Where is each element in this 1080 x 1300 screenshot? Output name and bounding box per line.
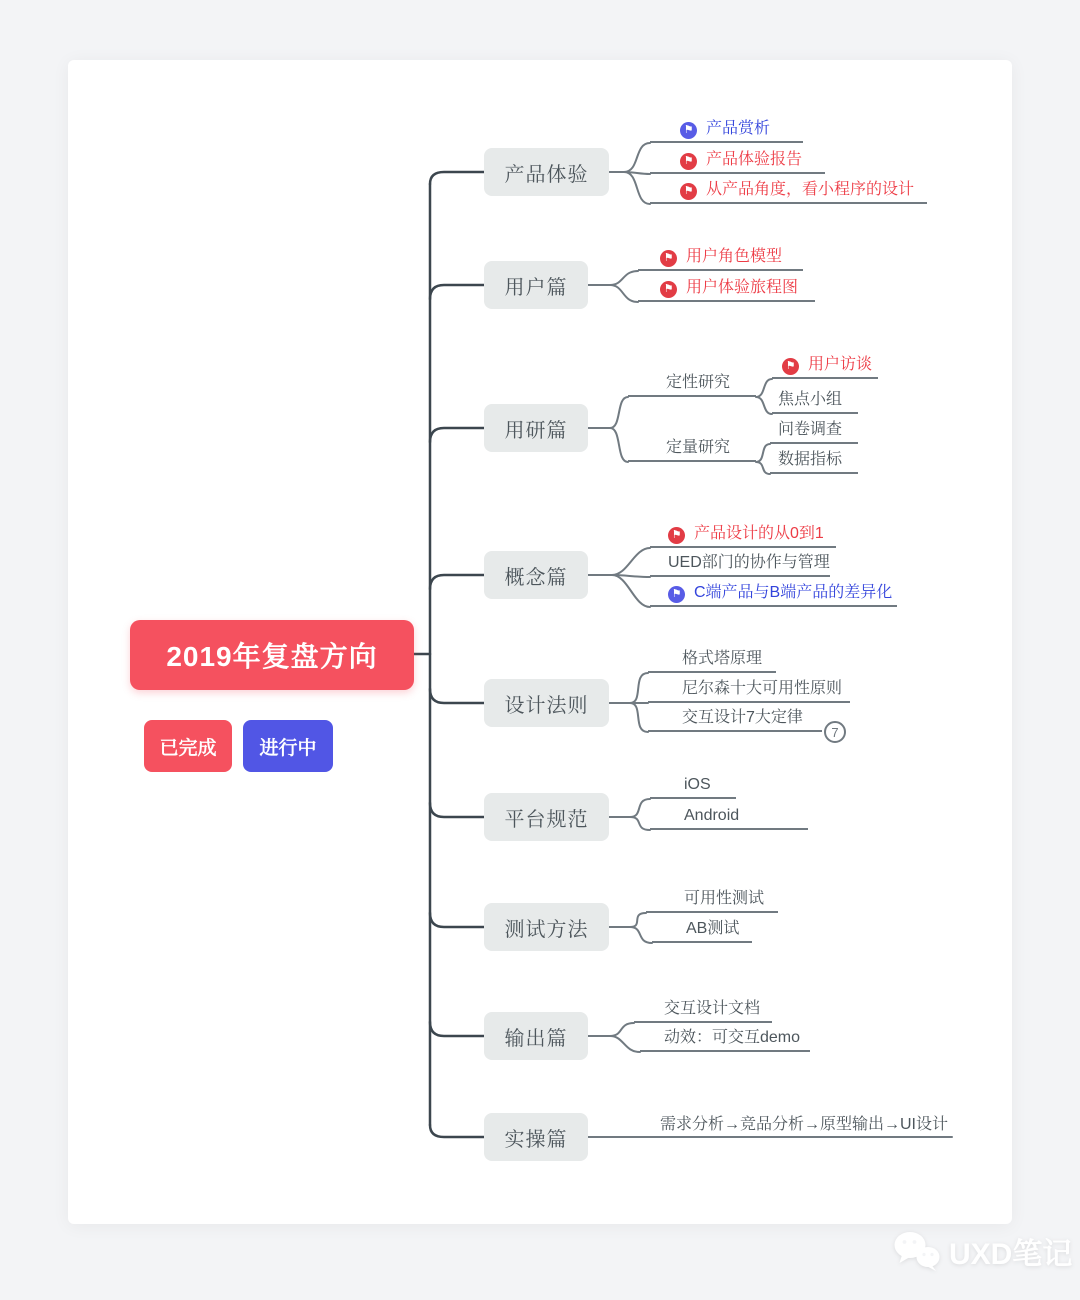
leaf-label: 用户体验旅程图 <box>686 279 799 297</box>
topic-label: 概念篇 <box>504 566 568 589</box>
leaf-label: AB测试 <box>686 920 740 938</box>
leaf-label: 需求分析→竞品分析→原型输出→UI设计 <box>660 1116 949 1134</box>
flag-icon: ⚑ <box>782 358 799 375</box>
leaf-item[interactable] <box>640 1026 810 1052</box>
branch-user-research[interactable] <box>484 404 588 452</box>
topic-label: 用研篇 <box>504 419 568 442</box>
leaf-item[interactable] <box>772 353 878 379</box>
flag-icon: ⚑ <box>660 250 677 267</box>
branch-design-laws[interactable] <box>484 679 609 727</box>
collapsed-count-badge[interactable] <box>824 721 846 743</box>
leaf-item[interactable] <box>648 647 776 673</box>
leaf-item[interactable] <box>660 1111 952 1137</box>
leaf-label: C端产品与B端产品的差异化 <box>694 584 893 602</box>
leaf-label: 定性研究 <box>666 374 731 392</box>
leaf-label: 格式塔原理 <box>682 650 763 668</box>
flag-icon: ⚑ <box>668 586 685 603</box>
leaf-item[interactable] <box>638 276 815 302</box>
leaf-item[interactable] <box>646 887 778 913</box>
leaf-label: 用户角色模型 <box>686 248 783 266</box>
leaf-label: 问卷调查 <box>778 421 843 439</box>
branch-users[interactable] <box>484 261 588 309</box>
leaf-item[interactable] <box>650 804 808 830</box>
legend-inprogress-label: 进行中 <box>259 737 317 759</box>
flag-icon: ⚑ <box>680 183 697 200</box>
leaf-label: 数据指标 <box>778 451 843 469</box>
leaf-label: 动效：可交互demo <box>664 1029 801 1047</box>
leaf-label: UED部门的协作与管理 <box>668 554 830 572</box>
topic-label: 产品体验 <box>504 163 589 186</box>
leaf-item[interactable] <box>652 917 752 943</box>
leaf-label: 产品体验报告 <box>706 151 803 169</box>
topic-label: 测试方法 <box>504 918 589 941</box>
leaf-item[interactable] <box>650 148 825 174</box>
topic-label: 用户篇 <box>504 276 568 299</box>
flag-icon: ⚑ <box>668 527 685 544</box>
leaf-item[interactable] <box>770 448 858 474</box>
root-node[interactable] <box>130 620 414 690</box>
leaf-label: iOS <box>684 776 711 794</box>
flag-icon: ⚑ <box>660 281 677 298</box>
leaf-item[interactable] <box>770 418 858 444</box>
leaf-label: 交互设计7大定律 <box>682 709 803 727</box>
wechat-icon <box>893 1230 941 1272</box>
leaf-label: 产品设计的从0到1 <box>694 525 824 543</box>
topic-label: 实操篇 <box>504 1128 568 1151</box>
leaf-item[interactable] <box>648 706 822 732</box>
leaf-item[interactable] <box>650 551 830 577</box>
branch-practice[interactable] <box>484 1113 588 1161</box>
leaf-item[interactable] <box>650 773 736 799</box>
leaf-label: 用户访谈 <box>808 356 873 374</box>
legend-inprogress-tag[interactable] <box>243 720 333 772</box>
leaf-item[interactable] <box>634 997 772 1023</box>
branch-testing-methods[interactable] <box>484 903 609 951</box>
topic-label: 输出篇 <box>504 1027 568 1050</box>
leaf-label: 可用性测试 <box>684 890 765 908</box>
subtopic-qualitative[interactable] <box>628 371 756 397</box>
leaf-item[interactable] <box>648 677 850 703</box>
watermark <box>893 1229 1072 1273</box>
leaf-item[interactable] <box>650 581 897 607</box>
subtopic-quantitative[interactable] <box>628 436 756 462</box>
leaf-label: 定量研究 <box>666 439 731 457</box>
leaf-item[interactable] <box>638 245 803 271</box>
leaf-label: 交互设计文档 <box>664 1000 761 1018</box>
branch-concepts[interactable] <box>484 551 588 599</box>
leaf-item[interactable] <box>650 178 927 204</box>
badge-count: 7 <box>831 724 839 740</box>
leaf-item[interactable] <box>772 388 858 414</box>
leaf-item[interactable] <box>650 117 803 143</box>
branch-product-experience[interactable] <box>484 148 609 196</box>
topic-label: 平台规范 <box>504 808 589 831</box>
leaf-item[interactable] <box>650 522 836 548</box>
watermark-label: UXD笔记 <box>949 1238 1073 1271</box>
leaf-label: 焦点小组 <box>778 391 843 409</box>
branch-platform-guidelines[interactable] <box>484 793 609 841</box>
leaf-label: 从产品角度，看小程序的设计 <box>706 181 915 199</box>
legend-done-tag[interactable] <box>144 720 232 772</box>
root-label: 2019年复盘方向 <box>166 641 378 672</box>
flag-icon: ⚑ <box>680 122 697 139</box>
flag-icon: ⚑ <box>680 153 697 170</box>
branch-deliverables[interactable] <box>484 1012 588 1060</box>
legend-done-label: 已完成 <box>159 737 217 759</box>
leaf-label: 尼尔森十大可用性原则 <box>682 680 843 698</box>
topic-label: 设计法则 <box>504 694 589 717</box>
leaf-label: 产品赏析 <box>706 120 771 138</box>
leaf-label: Android <box>684 807 740 825</box>
